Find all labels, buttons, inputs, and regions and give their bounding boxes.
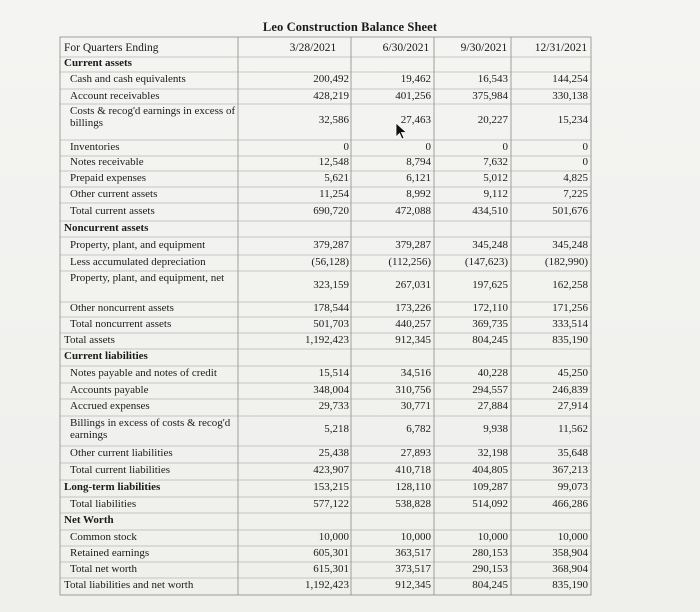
mouse-cursor-icon xyxy=(395,122,409,140)
period-header-q2: 6/30/2021 xyxy=(382,42,430,54)
value-cell-q3: 804,245 xyxy=(472,333,508,346)
table-row xyxy=(60,203,591,220)
value-cell-q3: 27,884 xyxy=(477,399,508,412)
value-cell-q4: 144,254 xyxy=(552,73,588,85)
value-cell-q4: 358,904 xyxy=(552,546,588,559)
value-cell-q4: 345,248 xyxy=(552,238,588,251)
value-cell-q2: 912,345 xyxy=(395,333,431,346)
row-label: Total assets xyxy=(64,333,115,346)
value-cell-q4: 45,250 xyxy=(557,367,588,379)
value-cell-q2: 27,893 xyxy=(400,447,431,459)
table-row xyxy=(60,530,591,545)
value-cell-q1: 379,287 xyxy=(313,238,349,251)
table-row xyxy=(60,187,591,202)
value-cell-q4: 10,000 xyxy=(557,530,588,543)
value-cell-q4: (182,990) xyxy=(544,255,588,268)
table-row xyxy=(60,497,591,512)
row-label: Total noncurrent assets xyxy=(70,317,172,330)
row-label: Retained earnings xyxy=(70,546,150,559)
value-cell-q2: 6,782 xyxy=(406,423,431,435)
row-label: Billings in excess of costs & recog'd earnings xyxy=(70,417,231,441)
value-cell-q2: 912,345 xyxy=(395,579,431,591)
value-cell-q1: 615,301 xyxy=(313,562,349,575)
value-cell-q2: 410,718 xyxy=(395,464,431,476)
table-row xyxy=(60,72,591,88)
row-label: Account receivables xyxy=(70,89,160,102)
value-cell-q4: 246,839 xyxy=(552,383,588,396)
value-cell-q4: 0 xyxy=(582,156,588,168)
table-row xyxy=(60,399,591,414)
value-cell-q3: 9,938 xyxy=(483,423,508,435)
value-cell-q3: 804,245 xyxy=(472,579,508,591)
value-cell-q2: 8,794 xyxy=(406,156,431,168)
row-label: Common stock xyxy=(70,530,137,543)
value-cell-q4: 27,914 xyxy=(557,399,588,412)
value-cell-q3: 172,110 xyxy=(472,302,508,314)
value-cell-q1: 5,621 xyxy=(324,171,349,184)
value-cell-q4: 835,190 xyxy=(552,333,588,346)
value-cell-q1: 690,720 xyxy=(313,204,349,217)
value-cell-q1: 15,514 xyxy=(318,367,349,379)
value-cell-q4: 15,234 xyxy=(557,114,588,126)
table-row xyxy=(60,349,591,365)
table-row xyxy=(60,416,591,444)
value-cell-q1: 29,733 xyxy=(318,399,349,412)
row-label: Prepaid expenses xyxy=(70,171,147,184)
value-cell-q1: 1,192,423 xyxy=(305,579,349,591)
value-cell-q1: 423,907 xyxy=(313,464,349,476)
value-cell-q3: 369,735 xyxy=(472,317,508,330)
table-row xyxy=(60,302,591,316)
table-row xyxy=(60,171,591,186)
row-label: Total liabilities and net worth xyxy=(64,579,194,591)
value-cell-q3: 375,984 xyxy=(472,89,508,102)
row-label: Notes receivable xyxy=(70,156,144,168)
period-header-q1: 3/28/2021 xyxy=(289,42,337,54)
table-row xyxy=(60,546,591,561)
value-cell-q4: 367,213 xyxy=(552,464,588,476)
value-cell-q4: 0 xyxy=(582,140,588,153)
row-label: Accounts payable xyxy=(70,383,149,396)
value-cell-q4: 11,562 xyxy=(558,423,588,435)
value-cell-q2: 173,226 xyxy=(395,302,431,314)
value-cell-q2: 401,256 xyxy=(395,89,431,102)
value-cell-q2: 19,462 xyxy=(400,73,431,85)
table-row xyxy=(60,463,591,479)
value-cell-q1: 428,219 xyxy=(313,89,349,102)
period-header-q4: 12/31/2021 xyxy=(534,42,588,54)
table-row xyxy=(60,104,591,138)
value-cell-q3: 434,510 xyxy=(472,204,508,217)
row-label: Other noncurrent assets xyxy=(70,302,174,314)
row-label: Long-term liabilities xyxy=(64,481,161,493)
value-cell-q2: 379,287 xyxy=(395,238,431,251)
value-cell-q3: 345,248 xyxy=(472,238,508,251)
row-label: Other current liabilities xyxy=(70,447,173,459)
value-cell-q3: 197,625 xyxy=(472,278,508,291)
value-cell-q1: 10,000 xyxy=(318,530,349,543)
value-cell-q1: 0 xyxy=(343,140,349,153)
value-cell-q1: 605,301 xyxy=(313,546,349,559)
value-cell-q3: 9,112 xyxy=(483,187,508,200)
row-label: Less accumulated depreciation xyxy=(70,255,206,268)
value-cell-q2: 8,992 xyxy=(406,187,431,200)
table-row xyxy=(60,446,591,462)
row-label: Noncurrent assets xyxy=(64,221,149,234)
table-row xyxy=(60,89,591,104)
table-row xyxy=(60,317,591,332)
value-cell-q1: 577,122 xyxy=(313,497,349,510)
value-cell-q4: 4,825 xyxy=(563,171,588,184)
value-cell-q2: 6,121 xyxy=(406,171,431,184)
value-cell-q1: 348,004 xyxy=(313,383,349,396)
value-cell-q3: 514,092 xyxy=(472,497,508,510)
value-cell-q2: 310,756 xyxy=(395,383,431,396)
row-label: Accrued expenses xyxy=(70,399,150,412)
value-cell-q3: 5,012 xyxy=(483,171,508,184)
value-cell-q3: 294,557 xyxy=(472,383,508,396)
row-label: Total current liabilities xyxy=(70,464,171,476)
table-row xyxy=(60,237,591,254)
period-header-q3: 9/30/2021 xyxy=(460,42,508,54)
value-cell-q1: 25,438 xyxy=(318,447,349,459)
table-row xyxy=(60,271,591,300)
value-cell-q2: 472,088 xyxy=(395,204,431,217)
table-row xyxy=(60,513,591,529)
value-cell-q1: 1,192,423 xyxy=(305,333,349,346)
value-cell-q3: 109,287 xyxy=(472,481,508,493)
table-row xyxy=(60,255,591,270)
value-cell-q4: 35,648 xyxy=(557,447,588,459)
value-cell-q4: 368,904 xyxy=(552,562,588,575)
value-cell-q2: 538,828 xyxy=(395,497,431,510)
value-cell-q3: 404,805 xyxy=(472,464,508,476)
table-row xyxy=(60,562,591,577)
value-cell-q2: 30,771 xyxy=(400,399,431,412)
value-cell-q4: 162,258 xyxy=(552,278,588,291)
value-cell-q3: 40,228 xyxy=(477,367,508,379)
value-cell-q3: 10,000 xyxy=(477,530,508,543)
value-cell-q1: 5,218 xyxy=(324,423,349,435)
value-cell-q2: 440,257 xyxy=(395,317,431,330)
value-cell-q1: 178,544 xyxy=(313,302,349,314)
value-cell-q1: (56,128) xyxy=(311,255,349,268)
table-row xyxy=(60,366,591,382)
value-cell-q4: 99,073 xyxy=(557,481,588,493)
value-cell-q2: (112,256) xyxy=(388,255,431,268)
table-row xyxy=(60,156,591,170)
value-cell-q3: 7,632 xyxy=(483,156,508,168)
value-cell-q4: 333,514 xyxy=(552,317,588,330)
table-row xyxy=(60,578,591,594)
value-cell-q4: 330,138 xyxy=(552,89,588,102)
row-label: Total net worth xyxy=(70,562,138,575)
value-cell-q3: 32,198 xyxy=(477,447,508,459)
value-cell-q1: 323,159 xyxy=(313,278,349,291)
row-label: Current assets xyxy=(64,57,132,69)
row-label: Current liabilities xyxy=(64,350,148,362)
sheet-title: Leo Construction Balance Sheet xyxy=(262,20,438,34)
row-label: Inventories xyxy=(70,140,120,153)
value-cell-q4: 171,256 xyxy=(552,302,588,314)
table-row xyxy=(60,221,591,236)
row-label: Property, plant, and equipment, net xyxy=(70,272,225,284)
value-cell-q4: 501,676 xyxy=(552,204,588,217)
value-cell-q3: 290,153 xyxy=(472,562,508,575)
value-cell-q2: 363,517 xyxy=(395,546,431,559)
row-label: Total current assets xyxy=(70,204,155,217)
value-cell-q3: 280,153 xyxy=(472,546,508,559)
value-cell-q4: 466,286 xyxy=(552,497,588,510)
header-label: For Quarters Ending xyxy=(64,42,159,54)
value-cell-q4: 835,190 xyxy=(552,579,588,591)
row-label: Costs & recog'd earnings in excess of billings xyxy=(70,105,236,129)
row-label: Cash and cash equivalents xyxy=(70,73,186,85)
value-cell-q1: 11,254 xyxy=(319,187,349,200)
value-cell-q3: 0 xyxy=(502,140,508,153)
value-cell-q4: 7,225 xyxy=(563,187,588,200)
value-cell-q1: 153,215 xyxy=(313,481,349,493)
value-cell-q2: 34,516 xyxy=(400,367,431,379)
value-cell-q3: 16,543 xyxy=(477,73,508,85)
value-cell-q2: 27,463 xyxy=(400,114,431,126)
row-label: Total liabilities xyxy=(70,497,137,510)
value-cell-q2: 0 xyxy=(425,140,431,153)
table-row xyxy=(60,57,591,71)
table-row xyxy=(60,383,591,398)
value-cell-q1: 32,586 xyxy=(318,114,349,126)
value-cell-q2: 128,110 xyxy=(395,481,431,493)
value-cell-q1: 200,492 xyxy=(313,73,349,85)
table-row xyxy=(60,480,591,496)
value-cell-q2: 10,000 xyxy=(400,530,431,543)
row-label: Net Worth xyxy=(64,514,114,526)
value-cell-q3: (147,623) xyxy=(464,255,508,268)
row-label: Notes payable and notes of credit xyxy=(70,367,217,379)
value-cell-q3: 20,227 xyxy=(477,114,508,126)
value-cell-q2: 267,031 xyxy=(395,278,431,291)
value-cell-q1: 12,548 xyxy=(318,156,349,168)
value-cell-q2: 373,517 xyxy=(395,562,431,575)
table-row xyxy=(60,140,591,155)
value-cell-q1: 501,703 xyxy=(313,317,349,330)
row-label: Property, plant, and equipment xyxy=(70,238,206,251)
row-label: Other current assets xyxy=(70,187,158,200)
table-row xyxy=(60,333,591,348)
